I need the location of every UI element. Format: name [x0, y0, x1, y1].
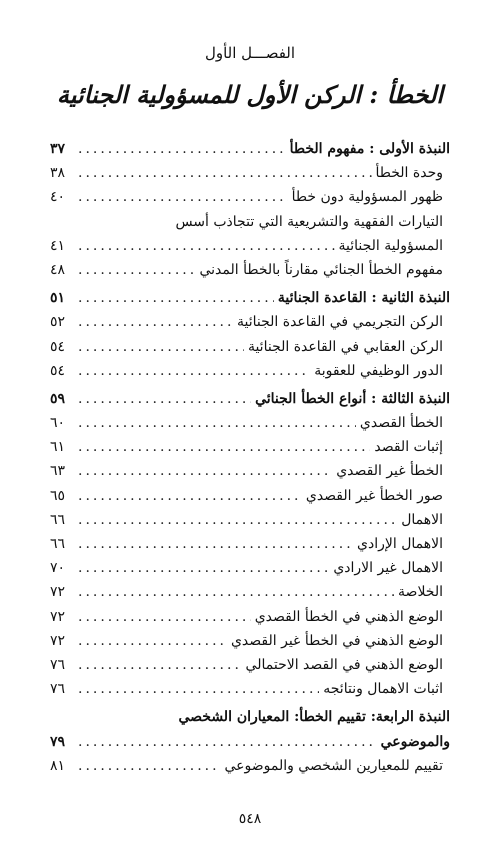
dot-leader: [78, 580, 394, 604]
toc-entry: [50, 185, 450, 209]
toc-entry-page: ٦٣: [50, 463, 66, 480]
toc-entry-title: الخلاصة: [398, 584, 443, 601]
toc-entry-title: النبذة الرابعة: تقييم الخطأ: المعياران الشخصي: [178, 709, 450, 726]
toc-entry: [50, 580, 450, 604]
toc-entry-title: الاهمال: [401, 511, 443, 528]
toc-entry: [50, 258, 450, 282]
toc-entry: [50, 629, 450, 653]
toc-entry: [50, 459, 450, 483]
chapter-label: الفصـــل الأول: [204, 44, 296, 62]
toc-entry: [50, 234, 450, 258]
toc-entry-title: الخطأ القصدي: [359, 415, 443, 432]
dot-leader: [78, 258, 195, 282]
toc-entry-title: الوضع الذهني في الخطأ غير القصدي: [230, 632, 443, 649]
toc-section-entry: [50, 387, 450, 411]
toc-entry-page: ٦٦: [50, 511, 66, 528]
page-number: ٥٤٨: [238, 811, 262, 827]
toc-entry: [50, 653, 450, 677]
dot-leader: [78, 754, 220, 778]
toc-entry-page: ٧٦: [50, 656, 66, 673]
toc-entry-page: ٥٤: [50, 362, 66, 379]
toc-entry-title: الخطأ غير القصدي: [336, 463, 443, 480]
toc-entry-page: ٦٥: [50, 487, 66, 504]
dot-leader: [78, 435, 370, 459]
dot-leader: [78, 387, 251, 411]
dot-leader: [78, 161, 372, 185]
toc-section-entry: [50, 705, 450, 729]
toc-entry-page: ٧٢: [50, 584, 66, 601]
toc-entry-page: ٧٢: [50, 632, 66, 649]
dot-leader: [78, 653, 242, 677]
chapter-title: الخطأ : الركن الأول للمسؤولية الجنائية: [56, 80, 444, 109]
toc-entry: [50, 605, 450, 629]
toc-entry-page: ٨١: [50, 757, 66, 774]
toc-entry-title: الوضع الذهني في القصد الاحتمالي: [245, 656, 443, 673]
dot-leader: [78, 532, 353, 556]
toc-entry-title: التيارات الفقهية والتشريعية التي تتجاذب أسس: [175, 213, 443, 230]
dot-leader: [78, 508, 397, 532]
toc-entry-page: ٥١: [50, 290, 66, 307]
toc-entry-title: وحدة الخطأ: [375, 165, 443, 182]
dot-leader: [78, 310, 233, 334]
toc-entry-page: ٧٠: [50, 560, 66, 577]
toc-entry-page: ٦١: [50, 439, 66, 456]
toc-entry-page: ٦٠: [50, 415, 66, 432]
toc-section-entry: [50, 137, 450, 161]
toc-entry-page: ٤٠: [50, 189, 66, 206]
toc-entry: [50, 754, 450, 778]
toc-section-entry: [50, 286, 450, 310]
toc-entry: [50, 508, 450, 532]
toc-entry-title: ظهور المسؤولية دون خطأ: [291, 189, 443, 206]
toc-entry-page: ٥٢: [50, 314, 66, 331]
toc-entry-page: ٧٢: [50, 608, 66, 625]
table-of-contents: [50, 137, 450, 778]
toc-entry-title: صور الخطأ غير القصدي: [305, 487, 443, 504]
toc-entry-title: النبذة الثالثة : أنواع الخطأ الجنائي: [255, 390, 450, 407]
toc-entry-page: ٣٧: [50, 141, 66, 157]
dot-leader: [78, 286, 274, 310]
toc-entry-page: ٥٤: [50, 338, 66, 355]
toc-entry-page: ٧٦: [50, 681, 66, 698]
toc-entry-title: مفهوم الخطأ الجنائي مقارناً بالخطأ المدني: [199, 261, 443, 278]
dot-leader: [78, 484, 302, 508]
toc-entry-page: ٤٨: [50, 261, 66, 278]
toc-section-entry: [50, 730, 450, 754]
dot-leader: [78, 459, 332, 483]
toc-entry-page: ٤١: [50, 237, 66, 254]
dot-leader: [78, 605, 251, 629]
toc-entry-title: الركن التجريمي في القاعدة الجنائية: [236, 314, 443, 331]
dot-leader: [78, 137, 286, 161]
toc-entry: [50, 310, 450, 334]
toc-entry-page: ٧٩: [50, 733, 66, 750]
toc-entry-page: ٦٦: [50, 536, 66, 552]
dot-leader: [78, 234, 335, 258]
toc-entry-title: تقييم للمعيارين الشخصي والموضوعي: [224, 757, 443, 774]
toc-entry-title: الوضع الذهني في الخطأ القصدي: [254, 608, 443, 625]
toc-entry: [50, 677, 450, 701]
toc-entry: [50, 210, 450, 234]
toc-entry: [50, 435, 450, 459]
dot-leader: [78, 411, 356, 435]
toc-entry-title: الاهمال الإرادي: [357, 536, 443, 552]
toc-entry: [50, 161, 450, 185]
toc-entry: [50, 335, 450, 359]
dot-leader: [78, 629, 227, 653]
toc-entry-title: اثبات الاهمال ونتائجه: [323, 681, 443, 698]
dot-leader: [78, 556, 329, 580]
toc-entry: [50, 556, 450, 580]
toc-entry: [50, 532, 450, 556]
toc-entry-page: ٥٩: [50, 390, 66, 407]
dot-leader: [78, 730, 377, 754]
toc-entry: [50, 359, 450, 383]
toc-entry-title: النبذة الأولى : مفهوم الخطأ: [289, 141, 450, 157]
toc-entry-title: الركن العقابي في القاعدة الجنائية: [247, 338, 443, 355]
toc-entry-title: النبذة الثانية : القاعدة الجنائية: [277, 290, 450, 307]
toc-entry: [50, 484, 450, 508]
dot-leader: [78, 335, 244, 359]
toc-entry-title: الدور الوظيفي للعقوبة: [314, 362, 443, 379]
toc-entry-title: إثبات القصد: [374, 439, 443, 456]
dot-leader: [78, 359, 310, 383]
toc-entry-page: ٣٨: [50, 165, 66, 182]
toc-entry-title: الاهمال غير الارادي: [333, 560, 443, 577]
toc-entry-title: والموضوعي: [380, 733, 450, 750]
dot-leader: [78, 677, 319, 701]
dot-leader: [78, 185, 288, 209]
toc-entry-title: المسؤولية الجنائية: [338, 237, 443, 254]
toc-entry: [50, 411, 450, 435]
